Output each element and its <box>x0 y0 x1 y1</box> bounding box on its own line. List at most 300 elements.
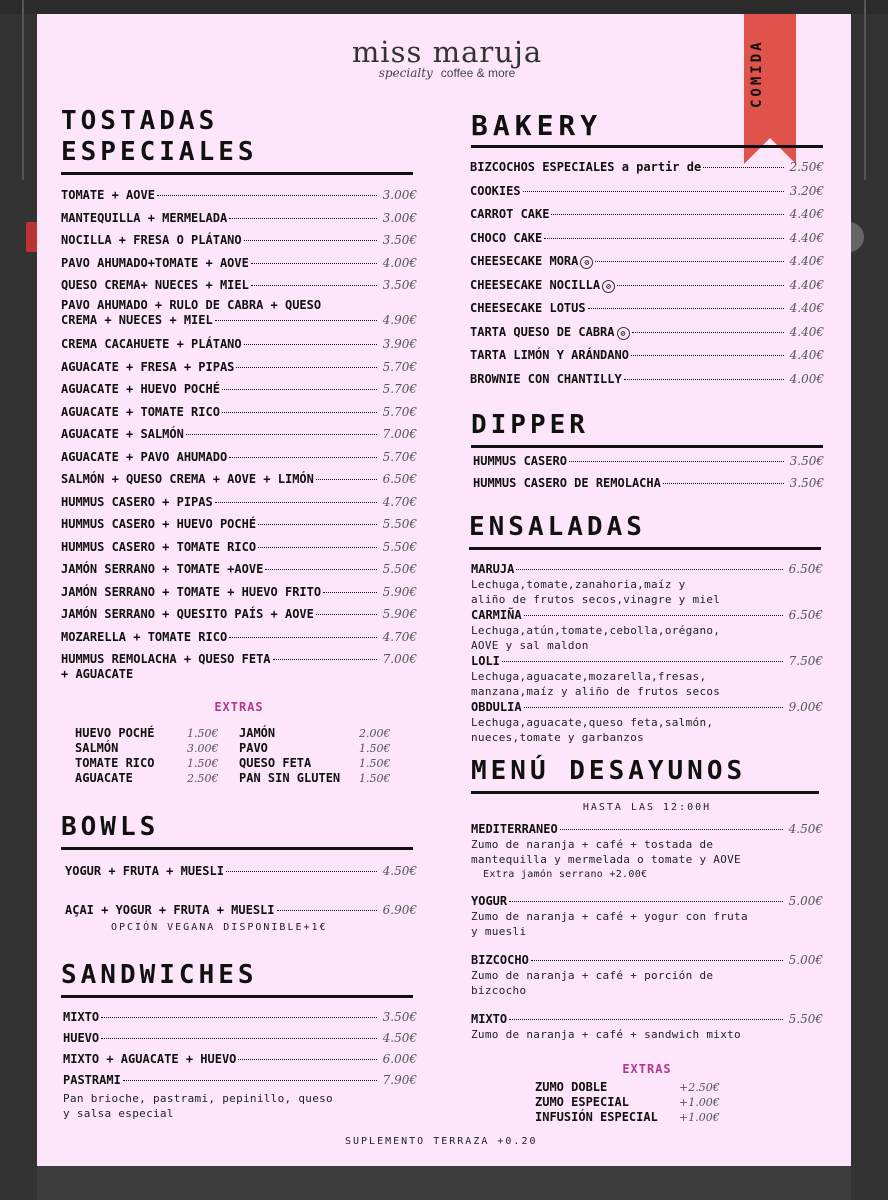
salad-item <box>471 562 823 607</box>
menu-item <box>470 348 824 363</box>
item-price: 3.00€ <box>382 210 417 225</box>
menu-item <box>61 405 417 420</box>
menu-page <box>37 14 851 1166</box>
item-price: 4.40€ <box>789 207 824 221</box>
menu-item <box>63 1073 417 1088</box>
menu-item <box>471 894 823 909</box>
extra-price: 1.50€ <box>359 772 391 785</box>
item-price: 4.40€ <box>789 348 824 362</box>
bakery-list <box>470 160 824 387</box>
leader-dots <box>544 238 784 239</box>
section-title: ENSALADAS <box>469 512 646 542</box>
extras-title: EXTRAS <box>214 700 264 714</box>
extra-name: TOMATE RICO <box>75 756 155 770</box>
item-name: MOZARELLA + TOMATE RICO <box>61 629 228 644</box>
leader-dots <box>265 569 377 570</box>
extra-item <box>535 1095 731 1110</box>
extra-item <box>75 771 239 786</box>
breakfast-item <box>471 894 823 939</box>
pastrami-description <box>63 1091 333 1121</box>
item-price: 4.00€ <box>789 371 824 386</box>
sandwiches-list <box>63 1010 417 1088</box>
menu-item <box>470 207 824 222</box>
item-name: HUMMUS REMOLACHA + QUESO FETA <box>61 651 271 666</box>
item-name: CREMA CACAHUETE + PLÁTANO <box>61 337 242 351</box>
extra-name: HUEVO POCHÉ <box>75 726 155 740</box>
item-price: 3.00€ <box>382 188 417 202</box>
extra-item <box>75 756 239 771</box>
leader-dots <box>258 547 377 548</box>
section-title: DIPPER <box>471 410 589 440</box>
item-price: 7.90€ <box>382 1073 417 1087</box>
menu-item <box>61 188 417 203</box>
extra-item <box>535 1110 731 1125</box>
footer-note: SUPLEMENTO TERRAZA +0.20 <box>345 1136 538 1147</box>
leader-dots <box>277 910 377 911</box>
item-name: AGUACATE + PAVO AHUMADO <box>61 449 228 464</box>
menu-item <box>470 325 824 340</box>
description-line: Pan brioche, pastrami, pepinillo, queso <box>63 1092 333 1105</box>
item-description: Lechuga,aguacate,queso feta,salmón, <box>471 716 714 729</box>
extra-item <box>75 741 239 756</box>
menu-item <box>471 700 823 715</box>
leader-dots <box>273 659 377 660</box>
item-name: BIZCOCHOS ESPECIALES a partir de <box>470 160 702 174</box>
leader-dots <box>226 871 377 872</box>
item-description: aliño de frutos secos,vinagre y miel <box>471 593 721 606</box>
sandwiches-section <box>61 960 417 998</box>
menu-item <box>61 607 417 622</box>
leader-dots <box>588 308 784 309</box>
menu-item <box>470 301 824 316</box>
item-description: manzana,maíz y aliño de frutos secos <box>471 685 721 698</box>
menu-item <box>63 1052 417 1067</box>
vegan-icon: ⊘ <box>602 280 615 293</box>
menu-item <box>470 231 824 246</box>
item-name: QUESO CREMA+ NUECES + MIEL <box>61 278 249 292</box>
item-name: JAMÓN SERRANO + TOMATE +AOVE <box>61 562 264 576</box>
item-name: MARUJA <box>471 562 515 576</box>
menu-item-line <box>61 652 417 667</box>
item-name: HUMMUS CASERO + PIPAS <box>61 494 213 509</box>
item-price: 4.50€ <box>382 1031 417 1045</box>
item-name: AÇAI + YOGUR + FRUTA + MUESLI <box>65 903 275 917</box>
leader-dots <box>524 615 783 616</box>
menu-item <box>61 585 417 600</box>
brand-name: miss maruja <box>351 35 543 69</box>
item-name: TOMATE + AOVE <box>61 188 155 202</box>
leader-dots <box>509 901 783 902</box>
item-name: MANTEQUILLA + MERMELADA <box>61 210 228 225</box>
item-name: HUMMUS CASERO <box>473 454 567 468</box>
breakfast-item <box>471 953 823 998</box>
leader-dots <box>244 240 377 241</box>
leader-dots <box>569 461 784 462</box>
item-name: JAMÓN SERRANO + TOMATE + HUEVO FRITO <box>61 584 322 599</box>
breakfast-item <box>471 1012 823 1042</box>
item-description: Zumo de naranja + café + porción de <box>471 969 714 982</box>
extra-item <box>535 1080 731 1095</box>
section-rule <box>61 172 413 175</box>
item-name: HUMMUS CASERO + HUEVO POCHÉ <box>61 517 257 531</box>
extra-price: 1.50€ <box>359 742 391 755</box>
item-price: 4.40€ <box>789 324 824 339</box>
leader-dots <box>101 1038 377 1039</box>
item-name: CARMIÑA <box>471 608 522 622</box>
menu-item <box>61 517 417 532</box>
leader-dots <box>316 479 377 480</box>
leader-dots <box>229 218 377 219</box>
item-name: COOKIES <box>470 183 521 198</box>
menu-item <box>470 372 824 387</box>
leader-dots <box>631 355 784 356</box>
extra-name: INFUSIÓN ESPECIAL <box>535 1110 658 1124</box>
menu-item <box>61 278 417 293</box>
leader-dots <box>560 829 783 830</box>
leader-dots <box>663 483 784 484</box>
item-price: 4.00€ <box>382 255 417 270</box>
dipper-section <box>471 410 823 448</box>
item-price: 4.40€ <box>789 277 824 292</box>
extras-title: EXTRAS <box>622 1062 672 1076</box>
item-description: bizcocho <box>471 984 527 997</box>
background-stripe <box>22 0 24 180</box>
leader-dots <box>316 614 377 615</box>
menu-item <box>63 1010 417 1025</box>
item-name: TARTA LIMÓN Y ARÁNDANO <box>470 348 629 362</box>
extra-item <box>239 726 411 741</box>
leader-dots <box>323 592 377 593</box>
menu-item <box>470 184 824 199</box>
item-name: YOGUR + FRUTA + MUESLI <box>65 864 224 878</box>
item-price: 3.50€ <box>789 454 824 468</box>
item-price: 5.50€ <box>382 562 417 576</box>
background-right <box>851 14 888 1200</box>
leader-dots <box>123 1080 377 1081</box>
menu-item-line <box>61 313 417 328</box>
bowls-list <box>65 864 417 918</box>
item-name: BIZCOCHO <box>471 953 529 967</box>
menu-item <box>65 903 417 918</box>
extra-name: PAVO <box>239 741 268 755</box>
item-price: 5.90€ <box>382 607 417 621</box>
item-price: 4.50€ <box>382 864 417 878</box>
leader-dots <box>516 569 783 570</box>
section-rule <box>471 445 823 448</box>
item-name: CHEESECAKE MORA <box>470 254 579 268</box>
menu-item <box>61 360 417 375</box>
item-name: MIXTO + AGUACATE + HUEVO <box>63 1052 237 1066</box>
item-name: PAVO AHUMADO + RULO DE CABRA + QUESO <box>61 298 322 312</box>
menu-item <box>61 211 417 226</box>
leader-dots <box>703 167 784 168</box>
menu-item <box>61 450 417 465</box>
extra-price: +2.50€ <box>679 1081 720 1094</box>
item-name: BROWNIE CON CHANTILLY <box>470 371 622 386</box>
leader-dots <box>524 707 783 708</box>
item-price: 5.70€ <box>382 449 417 464</box>
item-description: Zumo de naranja + café + sandwich mixto <box>471 1028 741 1041</box>
section-rule <box>471 145 823 148</box>
tostadas-extras <box>61 700 417 714</box>
item-price: 4.40€ <box>789 230 824 245</box>
leader-dots <box>551 214 784 215</box>
extra-name: ZUMO ESPECIAL <box>535 1095 629 1109</box>
leader-dots <box>236 367 377 368</box>
menu-item <box>471 608 823 623</box>
item-price: 9.00€ <box>788 700 823 714</box>
menu-item <box>61 495 417 510</box>
brand-logo <box>327 36 567 80</box>
dipper-list <box>473 454 824 491</box>
item-name: HUMMUS CASERO DE REMOLACHA <box>473 476 661 490</box>
salad-item <box>471 700 823 745</box>
item-name: HUMMUS CASERO + TOMATE RICO <box>61 539 257 554</box>
item-name: AGUACATE + TOMATE RICO <box>61 404 220 419</box>
extra-item <box>239 771 411 786</box>
item-price: 5.50€ <box>788 1012 823 1026</box>
item-price: 5.00€ <box>788 953 823 967</box>
item-description: Lechuga,tomate,zanahoria,maíz y <box>471 578 686 591</box>
item-name: LOLI <box>471 654 500 668</box>
tostadas-section <box>61 106 417 175</box>
background-tab <box>26 222 37 252</box>
ribbon-label: COMIDA <box>749 39 765 109</box>
menu-item-multiline <box>61 652 417 682</box>
item-price: 4.40€ <box>789 254 824 268</box>
item-name: AGUACATE + FRESA + PIPAS <box>61 359 235 374</box>
item-name: AGUACATE + HUEVO POCHÉ <box>61 382 220 396</box>
salad-item <box>471 608 823 653</box>
tostadas-list <box>61 188 417 682</box>
menu-item <box>470 160 824 175</box>
leader-dots <box>238 1059 377 1060</box>
item-price: 5.00€ <box>788 894 823 908</box>
item-price: 7.00€ <box>382 651 417 666</box>
leader-dots <box>222 412 377 413</box>
extra-item <box>239 756 411 771</box>
item-name: HUEVO <box>63 1031 100 1045</box>
menu-item <box>63 1031 417 1046</box>
item-price: 3.90€ <box>382 337 417 351</box>
item-price: 3.50€ <box>382 1010 417 1024</box>
menu-item <box>471 562 823 577</box>
description-line: y salsa especial <box>63 1107 174 1120</box>
item-name: NOCILLA + FRESA O PLÁTANO <box>61 233 242 247</box>
item-name: CARROT CAKE <box>470 207 550 221</box>
item-name: SALMÓN + QUESO CREMA + AOVE + LIMÓN <box>61 472 314 486</box>
leader-dots <box>258 524 377 525</box>
menu-item <box>473 454 824 469</box>
vegan-note: OPCIÓN VEGANA DISPONIBLE+1€ <box>111 922 328 933</box>
extras-right-list <box>239 726 411 786</box>
leader-dots <box>502 661 783 662</box>
leader-dots <box>244 344 377 345</box>
extra-name: AGUACATE <box>75 771 133 785</box>
item-price: 6.50€ <box>788 608 823 622</box>
extra-name: ZUMO DOBLE <box>535 1080 608 1094</box>
leader-dots <box>523 191 784 192</box>
extra-name: JAMÓN <box>239 726 276 740</box>
item-price: 5.50€ <box>382 539 417 554</box>
extra-price: 1.50€ <box>187 757 219 770</box>
item-price: 6.00€ <box>382 1052 417 1066</box>
ensaladas-list <box>471 562 823 745</box>
item-price: 4.40€ <box>789 301 824 315</box>
item-price: 5.70€ <box>382 382 417 396</box>
leader-dots <box>229 637 377 638</box>
desayunos-extras-list <box>535 1080 731 1125</box>
extra-price: 1.50€ <box>187 727 219 740</box>
item-price: 3.20€ <box>789 183 824 198</box>
menu-item <box>65 864 417 879</box>
item-price: 4.70€ <box>382 494 417 509</box>
extra-price: +1.00€ <box>679 1096 720 1109</box>
item-name: CHEESECAKE LOTUS <box>470 301 586 315</box>
item-description: Zumo de naranja + café + tostada de <box>471 838 714 851</box>
item-price: 5.90€ <box>382 584 417 599</box>
item-price: 3.50€ <box>382 278 417 292</box>
menu-item <box>473 476 824 491</box>
leader-dots <box>617 285 784 286</box>
item-name: CREMA + NUECES + MIEL <box>61 313 213 327</box>
menu-item <box>470 278 824 293</box>
item-description: AOVE y sal maldon <box>471 639 589 652</box>
leader-dots <box>251 285 377 286</box>
background-stripe <box>864 0 866 180</box>
brand-specialty: specialty <box>378 66 433 80</box>
leader-dots <box>595 261 784 262</box>
menu-item-multiline <box>61 298 417 328</box>
salad-item <box>471 654 823 699</box>
item-description: Zumo de naranja + café + yogur con fruta <box>471 910 748 923</box>
item-price: 4.70€ <box>382 629 417 644</box>
extras-left-list <box>75 726 239 786</box>
menu-item <box>471 953 823 968</box>
leader-dots <box>624 379 784 380</box>
menu-item <box>61 256 417 271</box>
extra-price: 3.00€ <box>187 742 219 755</box>
leader-dots <box>222 389 377 390</box>
item-description: Lechuga,atún,tomate,cebolla,orégano, <box>471 624 721 637</box>
item-price: 6.90€ <box>382 903 417 917</box>
section-rule <box>469 547 821 550</box>
item-name: AGUACATE + SALMÓN <box>61 427 184 441</box>
item-name: CHEESECAKE NOCILLA <box>470 277 601 292</box>
menu-item <box>61 233 417 248</box>
extra-item <box>239 741 411 756</box>
extra-name: SALMÓN <box>75 741 119 755</box>
item-name: YOGUR <box>471 894 508 908</box>
item-name: + AGUACATE <box>61 666 134 681</box>
leader-dots <box>157 195 377 196</box>
item-price: 6.50€ <box>382 472 417 486</box>
item-description: nueces,tomate y garbanzos <box>471 731 645 744</box>
item-price: 6.50€ <box>788 562 823 576</box>
background-left <box>0 14 37 1200</box>
leader-dots <box>531 960 783 961</box>
item-name: PASTRAMI <box>63 1073 121 1087</box>
leader-dots <box>632 332 785 333</box>
extra-name: PAN SIN GLUTEN <box>239 771 341 785</box>
item-description: mantequilla y mermelada o tomate y AOVE <box>471 853 741 866</box>
leader-dots <box>229 457 377 458</box>
item-price: 7.50€ <box>788 654 823 668</box>
item-name: TARTA QUESO DE CABRA <box>470 324 615 339</box>
bakery-section <box>471 110 823 148</box>
item-name: MIXTO <box>63 1010 100 1024</box>
section-rule <box>61 995 413 998</box>
leader-dots <box>215 320 377 321</box>
leader-dots <box>215 502 377 503</box>
item-price: 4.90€ <box>382 313 417 327</box>
menu-item <box>61 472 417 487</box>
item-name: JAMÓN SERRANO + QUESITO PAÍS + AOVE <box>61 607 314 621</box>
extra-price: 1.50€ <box>359 757 391 770</box>
item-price: 4.50€ <box>788 822 823 836</box>
extra-price: +1.00€ <box>679 1111 720 1124</box>
menu-item <box>61 630 417 645</box>
bowls-section <box>61 812 417 850</box>
vegan-icon: ⊘ <box>580 256 593 269</box>
item-name: CHOCO CAKE <box>470 230 543 245</box>
desayunos-subtitle: HASTA LAS 12:00H <box>582 802 712 813</box>
item-description: Lechuga,aguacate,mozarella,fresas, <box>471 670 707 683</box>
menu-item <box>471 822 823 837</box>
section-rule <box>471 791 819 794</box>
section-title: TOSTADAS <box>61 106 219 136</box>
section-rule <box>61 847 413 850</box>
menu-item <box>470 254 824 269</box>
menu-item <box>471 654 823 669</box>
leader-dots <box>101 1017 377 1018</box>
desayunos-section <box>471 756 823 813</box>
section-title: ESPECIALES <box>61 137 258 167</box>
item-name: MEDITERRANEO <box>471 822 558 836</box>
section-title: MENÚ DESAYUNOS <box>471 756 747 786</box>
section-title: SANDWICHES <box>61 960 258 990</box>
item-price: 5.50€ <box>382 517 417 531</box>
extra-price: 2.00€ <box>359 727 391 740</box>
item-price: 5.70€ <box>382 404 417 419</box>
extra-price: 2.50€ <box>187 772 219 785</box>
item-price: 5.70€ <box>382 359 417 374</box>
menu-item <box>61 427 417 442</box>
desayunos-list <box>471 822 823 1042</box>
item-price: 3.50€ <box>382 233 417 247</box>
item-name: MIXTO <box>471 1012 508 1026</box>
item-name: OBDULIA <box>471 700 522 714</box>
section-title: BAKERY <box>471 109 603 142</box>
background-top <box>0 0 888 14</box>
section-title: BOWLS <box>61 812 160 842</box>
item-price: 3.50€ <box>789 476 824 490</box>
menu-item <box>61 337 417 352</box>
vegan-icon: ⊘ <box>617 327 630 340</box>
leader-dots <box>186 434 377 435</box>
item-price: 7.00€ <box>382 427 417 441</box>
menu-item <box>61 540 417 555</box>
desayunos-extras <box>471 1062 823 1076</box>
brand-subtitle: coffee & more <box>440 66 516 80</box>
extra-name: QUESO FETA <box>239 756 312 770</box>
menu-item <box>61 562 417 577</box>
leader-dots <box>509 1019 783 1020</box>
item-description: y muesli <box>471 925 527 938</box>
extra-item <box>75 726 239 741</box>
breakfast-item <box>471 822 823 882</box>
menu-item <box>61 382 417 397</box>
